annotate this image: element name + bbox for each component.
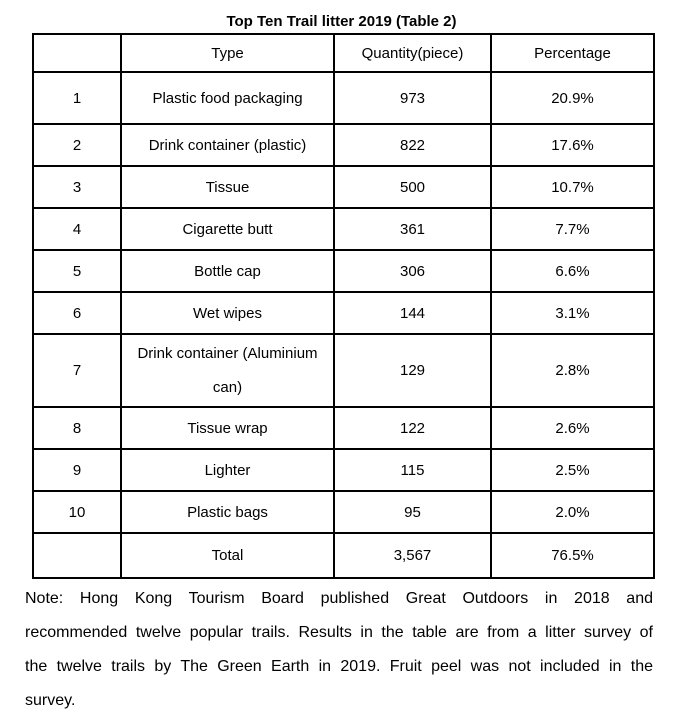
rank-cell: 4 <box>33 208 121 250</box>
header-type: Type <box>121 34 334 72</box>
quantity-cell: 3,567 <box>334 533 491 578</box>
percentage-cell: 2.5% <box>491 449 654 491</box>
quantity-cell: 500 <box>334 166 491 208</box>
footnote-line: recommended twelve popular trails. Results in the table are from a litter survey of <box>25 624 653 641</box>
footnote-line: Note: Hong Kong Tourism Board published Great Outdoors in 2018 and <box>25 590 653 607</box>
rank-cell: 10 <box>33 491 121 533</box>
quantity-cell: 95 <box>334 491 491 533</box>
header-rank <box>33 34 121 72</box>
rank-cell: 5 <box>33 250 121 292</box>
table-row <box>33 334 654 407</box>
rank-cell: 3 <box>33 166 121 208</box>
quantity-cell: 973 <box>334 72 491 124</box>
rank-cell <box>33 533 121 578</box>
trail-litter-table <box>32 33 655 579</box>
header-quantity: Quantity(piece) <box>334 34 491 72</box>
type-cell: Drink container (Aluminium can) <box>121 334 334 407</box>
quantity-cell: 306 <box>334 250 491 292</box>
type-cell: Cigarette butt <box>121 208 334 250</box>
table-row <box>33 124 654 166</box>
rank-cell: 8 <box>33 407 121 449</box>
quantity-cell: 115 <box>334 449 491 491</box>
rank-cell: 9 <box>33 449 121 491</box>
header-percentage: Percentage <box>491 34 654 72</box>
quantity-cell: 361 <box>334 208 491 250</box>
rank-cell: 1 <box>33 72 121 124</box>
table-row <box>33 250 654 292</box>
percentage-cell: 6.6% <box>491 250 654 292</box>
table-total-row <box>33 533 654 578</box>
footnote-line: survey. <box>25 692 76 709</box>
type-cell: Lighter <box>121 449 334 491</box>
percentage-cell: 20.9% <box>491 72 654 124</box>
table-row <box>33 72 654 124</box>
percentage-cell: 17.6% <box>491 124 654 166</box>
footnote-line: the twelve trails by The Green Earth in 2019. Fruit peel was not included in the <box>25 658 653 675</box>
type-cell: Total <box>121 533 334 578</box>
table-title: Top Ten Trail litter 2019 (Table 2) <box>226 13 457 30</box>
percentage-cell: 2.6% <box>491 407 654 449</box>
quantity-cell: 129 <box>334 334 491 407</box>
percentage-cell: 2.8% <box>491 334 654 407</box>
table-row <box>33 407 654 449</box>
footnote <box>25 582 653 718</box>
type-cell: Plastic bags <box>121 491 334 533</box>
percentage-cell: 10.7% <box>491 166 654 208</box>
rank-cell: 2 <box>33 124 121 166</box>
percentage-cell: 76.5% <box>491 533 654 578</box>
type-cell: Tissue <box>121 166 334 208</box>
percentage-cell: 3.1% <box>491 292 654 334</box>
type-cell: Plastic food packaging <box>121 72 334 124</box>
table-row <box>33 449 654 491</box>
quantity-cell: 822 <box>334 124 491 166</box>
table-header-row <box>33 34 654 72</box>
type-cell: Wet wipes <box>121 292 334 334</box>
percentage-cell: 2.0% <box>491 491 654 533</box>
rank-cell: 6 <box>33 292 121 334</box>
table-row <box>33 208 654 250</box>
percentage-cell: 7.7% <box>491 208 654 250</box>
type-cell: Tissue wrap <box>121 407 334 449</box>
type-cell: Drink container (plastic) <box>121 124 334 166</box>
quantity-cell: 122 <box>334 407 491 449</box>
rank-cell: 7 <box>33 334 121 407</box>
type-cell: Bottle cap <box>121 250 334 292</box>
table-row <box>33 491 654 533</box>
table-row <box>33 166 654 208</box>
quantity-cell: 144 <box>334 292 491 334</box>
table-row <box>33 292 654 334</box>
